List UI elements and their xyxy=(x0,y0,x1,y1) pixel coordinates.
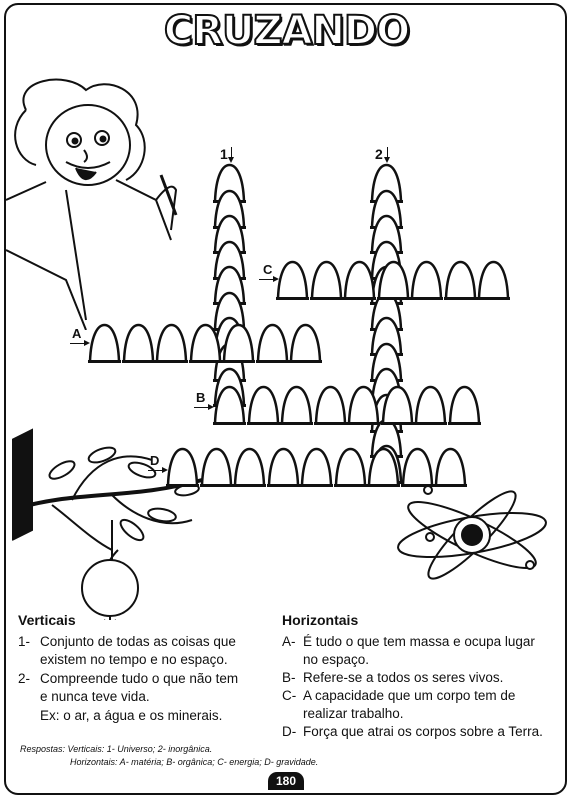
atom-illustration xyxy=(390,475,555,585)
clue-line: realizar trabalho. xyxy=(303,706,404,721)
page-number: 180 xyxy=(268,772,304,790)
arrow-right-b xyxy=(194,407,212,408)
clue-line: existem no tempo e no espaço. xyxy=(40,652,228,667)
arrow-down-2 xyxy=(387,147,388,161)
cell-row-b[interactable] xyxy=(347,385,380,425)
label-row-d: D xyxy=(150,453,160,468)
arrow-right-c xyxy=(259,279,277,280)
label-vertical-1: 1 xyxy=(220,146,228,162)
clue-vertical-1 xyxy=(18,633,268,673)
cell-row-b[interactable] xyxy=(314,385,347,425)
cell-row-d[interactable] xyxy=(334,447,367,487)
label-vertical-2: 2 xyxy=(375,146,383,162)
cell-row-d[interactable] xyxy=(434,447,467,487)
clue-key: D- xyxy=(282,724,297,739)
clue-horizontal-a xyxy=(282,633,562,673)
clue-key: C- xyxy=(282,688,297,703)
clue-horizontal-b xyxy=(282,669,562,689)
cell-row-b[interactable] xyxy=(414,385,447,425)
clue-line: Refere-se a todos os seres vivos. xyxy=(303,670,504,685)
clue-line: e nunca teve vida. xyxy=(40,689,150,704)
cell-row-b[interactable] xyxy=(381,385,414,425)
cell-row-a[interactable] xyxy=(256,323,289,363)
cell-row-a[interactable] xyxy=(155,323,188,363)
cell-row-b[interactable] xyxy=(213,385,246,425)
cell-row-c[interactable] xyxy=(444,260,477,300)
clue-line: Compreende tudo o que não tem xyxy=(40,671,239,686)
cell-row-d[interactable] xyxy=(200,447,233,487)
clue-key: A- xyxy=(282,634,296,649)
cell-row-d[interactable] xyxy=(401,447,434,487)
label-row-a: A xyxy=(72,326,82,341)
cell-row-c[interactable] xyxy=(410,260,443,300)
cell-row-d[interactable] xyxy=(233,447,266,487)
cell-row-c[interactable] xyxy=(377,260,410,300)
clue-line: Ex: o ar, a água e os minerais. xyxy=(40,708,223,723)
cell-row-a[interactable] xyxy=(289,323,322,363)
page-title: CRUZANDO xyxy=(163,8,410,54)
cell-row-a[interactable] xyxy=(122,323,155,363)
cell-row-a[interactable] xyxy=(189,323,222,363)
clue-line: É tudo o que tem massa e ocupa lugar xyxy=(303,634,535,649)
clue-line: A capacidade que um corpo tem de xyxy=(303,688,516,703)
horizontais-heading: Horizontais xyxy=(282,612,359,628)
cell-row-b[interactable] xyxy=(448,385,481,425)
cell-row-c[interactable] xyxy=(276,260,309,300)
verticais-heading: Verticais xyxy=(18,612,76,628)
answer-key-line: Horizontais: A- matéria; B- orgânica; C- energia; D- gravidade. xyxy=(70,757,319,767)
clue-vertical-2 xyxy=(18,670,268,730)
clue-key: 1- xyxy=(18,634,31,649)
scientist-illustration xyxy=(6,70,196,330)
cell-row-d[interactable] xyxy=(300,447,333,487)
clue-key: 2- xyxy=(18,671,31,686)
clue-horizontal-c xyxy=(282,687,562,727)
clue-horizontal-d xyxy=(282,723,562,743)
label-row-c: C xyxy=(263,262,273,277)
clue-line: Conjunto de todas as coisas que xyxy=(40,634,236,649)
cell-row-c[interactable] xyxy=(477,260,510,300)
arrow-right-d xyxy=(148,470,166,471)
cell-row-d[interactable] xyxy=(166,447,199,487)
cell-row-a[interactable] xyxy=(222,323,255,363)
cell-row-c[interactable] xyxy=(310,260,343,300)
clue-line: Força que atrai os corpos sobre a Terra. xyxy=(303,724,543,739)
cell-row-d[interactable] xyxy=(367,447,400,487)
cell-row-d[interactable] xyxy=(267,447,300,487)
arrow-right-a xyxy=(70,343,88,344)
clue-line: no espaço. xyxy=(303,652,370,667)
cell-row-a[interactable] xyxy=(88,323,121,363)
answer-key-line: Respostas: Verticais: 1- Universo; 2- inorgânica. xyxy=(20,744,213,754)
cell-row-c[interactable] xyxy=(343,260,376,300)
clue-key: B- xyxy=(282,670,296,685)
label-row-b: B xyxy=(196,390,206,405)
answer-key xyxy=(20,743,318,769)
cell-row-b[interactable] xyxy=(247,385,280,425)
cell-row-b[interactable] xyxy=(280,385,313,425)
arrow-down-1 xyxy=(231,147,232,161)
